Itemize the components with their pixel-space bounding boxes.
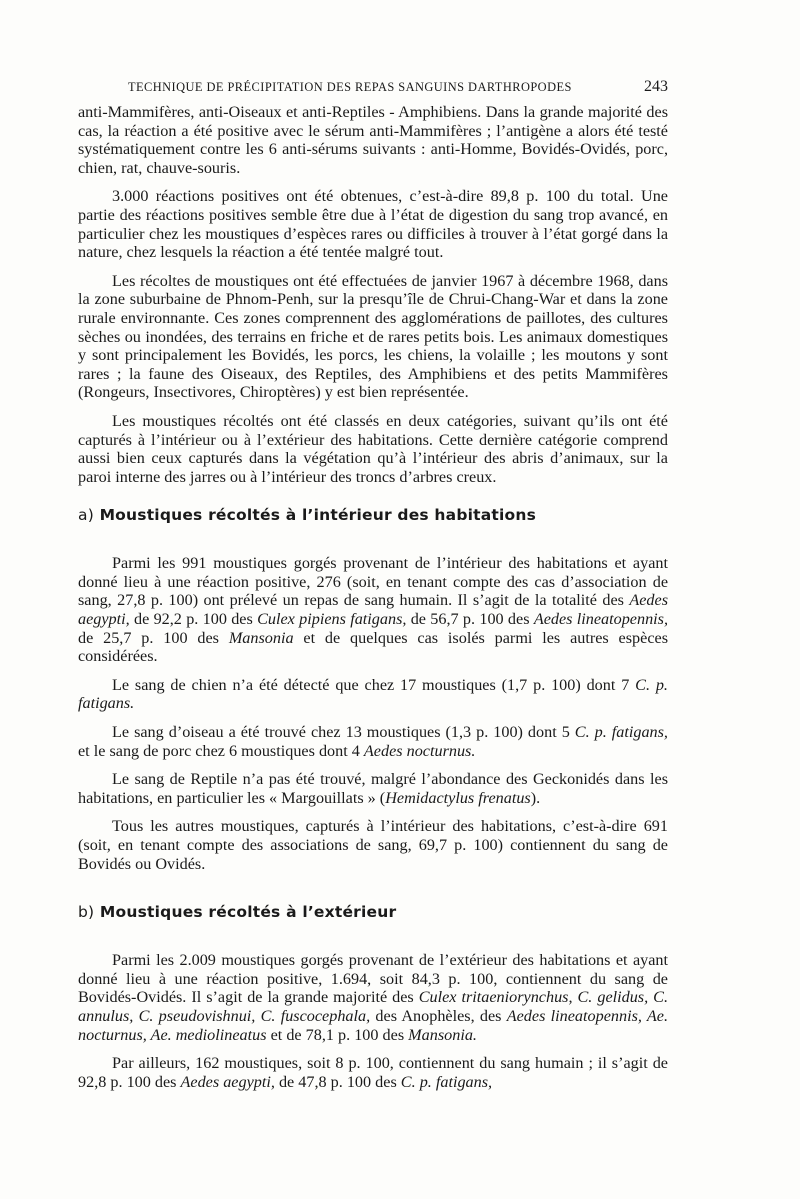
page-number: 243 bbox=[644, 78, 668, 95]
paragraph-b-2: Par ailleurs, 162 moustiques, soit 8 p. 100, contiennent du sang humain ; il s’agit de 92,8 p. 100 des Aedes aegypti, de 47,8 p. 100 des C. p. fatigans, bbox=[78, 1054, 668, 1091]
paragraph-a-1: Parmi les 991 moustiques gorgés provenant de l’intérieur des habitations et ayant donné lieu à une réaction positive, 276 (soit, en tenant compte des cas d’association de sang, 27,8 p. 100) ont prélevé un repas de sang humain. Il s’agit de la totalité des Aedes aegypti, de 92,2 p. 100 des Culex pipiens fatigans, de 56,7 p. 100 des Aedes lineatopennis, de 25,7 p. 100 des Mansonia et de quelques cas isolés parmi les autres espèces considérées. bbox=[78, 554, 669, 666]
paragraph-intro-3: Les récoltes de moustiques ont été effectuées de janvier 1967 à décembre 1968, dans la zone suburbaine de Phnom-Penh, sur la presqu’île de Chrui-Chang-War et dans la zone rurale environnante. Ces zones comprennent des agglomérations de paillotes, des cultures sèches ou inondées, des terrains en friche et de rares petits bois. Les animaux domestiques y sont principalement les Bovidés, les porcs, les chiens, la volaille ; les moutons y sont rares ; la faune des Oiseaux, des Reptiles, des Amphibiens et des petits Mammifères (Rongeurs, Insectivores, Chiroptères) y est bien représentée. bbox=[78, 271, 668, 402]
paragraph-a-3: Le sang d’oiseau a été trouvé chez 13 moustiques (1,3 p. 100) dont 5 C. p. fatigans, et le sang de porc chez 6 moustiques dont 4 Aedes nocturnus. bbox=[78, 723, 668, 760]
section-heading-b bbox=[78, 903, 668, 921]
section-marker-a: a) bbox=[78, 506, 94, 525]
section-marker-b: b) bbox=[78, 903, 95, 922]
section-title-a: Moustiques récoltés à l’intérieur des habitations bbox=[99, 506, 537, 525]
paragraph-b-1: Parmi les 2.009 moustiques gorgés provenant de l’extérieur des habitations et ayant donné lieu à une réaction positive, 1.694, soit 84,3 p. 100, contiennent du sang de Bovidés-Ovidés. Il s’agit de la grande majorité des Culex tritaeniorynchus, C. gelidus, C. annulus, C. pseudovishnui, C. fuscocephala, des Anophèles, des Aedes lineatopennis, Ae. nocturnus, Ae. mediolineatus et de 78,1 p. 100 des Mansonia. bbox=[78, 951, 668, 1044]
paragraph-a-2: Le sang de chien n’a été détecté que chez 17 moustiques (1,7 p. 100) dont 7 C. p. fatigans. bbox=[78, 675, 668, 713]
paragraph-intro-2: 3.000 réactions positives ont été obtenues, c’est-à-dire 89,8 p. 100 du total. Une partie des réactions positives semble être due à l’état de digestion du sang trop avancé, en particulier chez les moustiques d’espèces rares ou difficiles à trouver à l’état gorgé dans la nature, chez lesquels la réaction a été tentée malgré tout. bbox=[78, 187, 668, 262]
running-title: TECHNIQUE DE PRÉCIPITATION DES REPAS SANGUINS DARTHROPODES bbox=[128, 80, 572, 94]
paragraph-intro-1: anti-Mammifères, anti-Oiseaux et anti-Reptiles - Amphibiens. Dans la grande majorité des cas, la réaction a été positive avec le sérum anti-Mammifères ; l’antigène a alors été testé systématiquement contre les 6 anti-sérums suivants : anti-Homme, Bovidés-Ovidés, porc, chien, rat, chauve-souris. bbox=[78, 103, 668, 177]
page bbox=[78, 78, 668, 1101]
paragraph-a-5: Tous les autres moustiques, capturés à l’intérieur des habitations, c’est-à-dire 691 (soit, en tenant compte des associations de sang, 69,7 p. 100) contiennent du sang de Bovidés ou Ovidés. bbox=[78, 817, 668, 873]
section-heading-a bbox=[78, 506, 668, 524]
paragraph-intro-4: Les moustiques récoltés ont été classés en deux catégories, suivant qu’ils ont été capturés à l’intérieur ou à l’extérieur des habitations. Cette dernière catégorie comprend aussi bien ceux capturés dans la végétation qu’à l’intérieur des abris d’animaux, sur la paroi interne des jarres ou à l’intérieur des troncs d’arbres creux. bbox=[78, 411, 668, 486]
running-header bbox=[78, 78, 668, 96]
section-title-b: Moustiques récoltés à l’extérieur bbox=[99, 903, 397, 922]
paragraph-a-4: Le sang de Reptile n’a pas été trouvé, malgré l’abondance des Geckonidés dans les habitations, en particulier les « Margouillats » (Hemidactylus frenatus). bbox=[78, 770, 668, 807]
